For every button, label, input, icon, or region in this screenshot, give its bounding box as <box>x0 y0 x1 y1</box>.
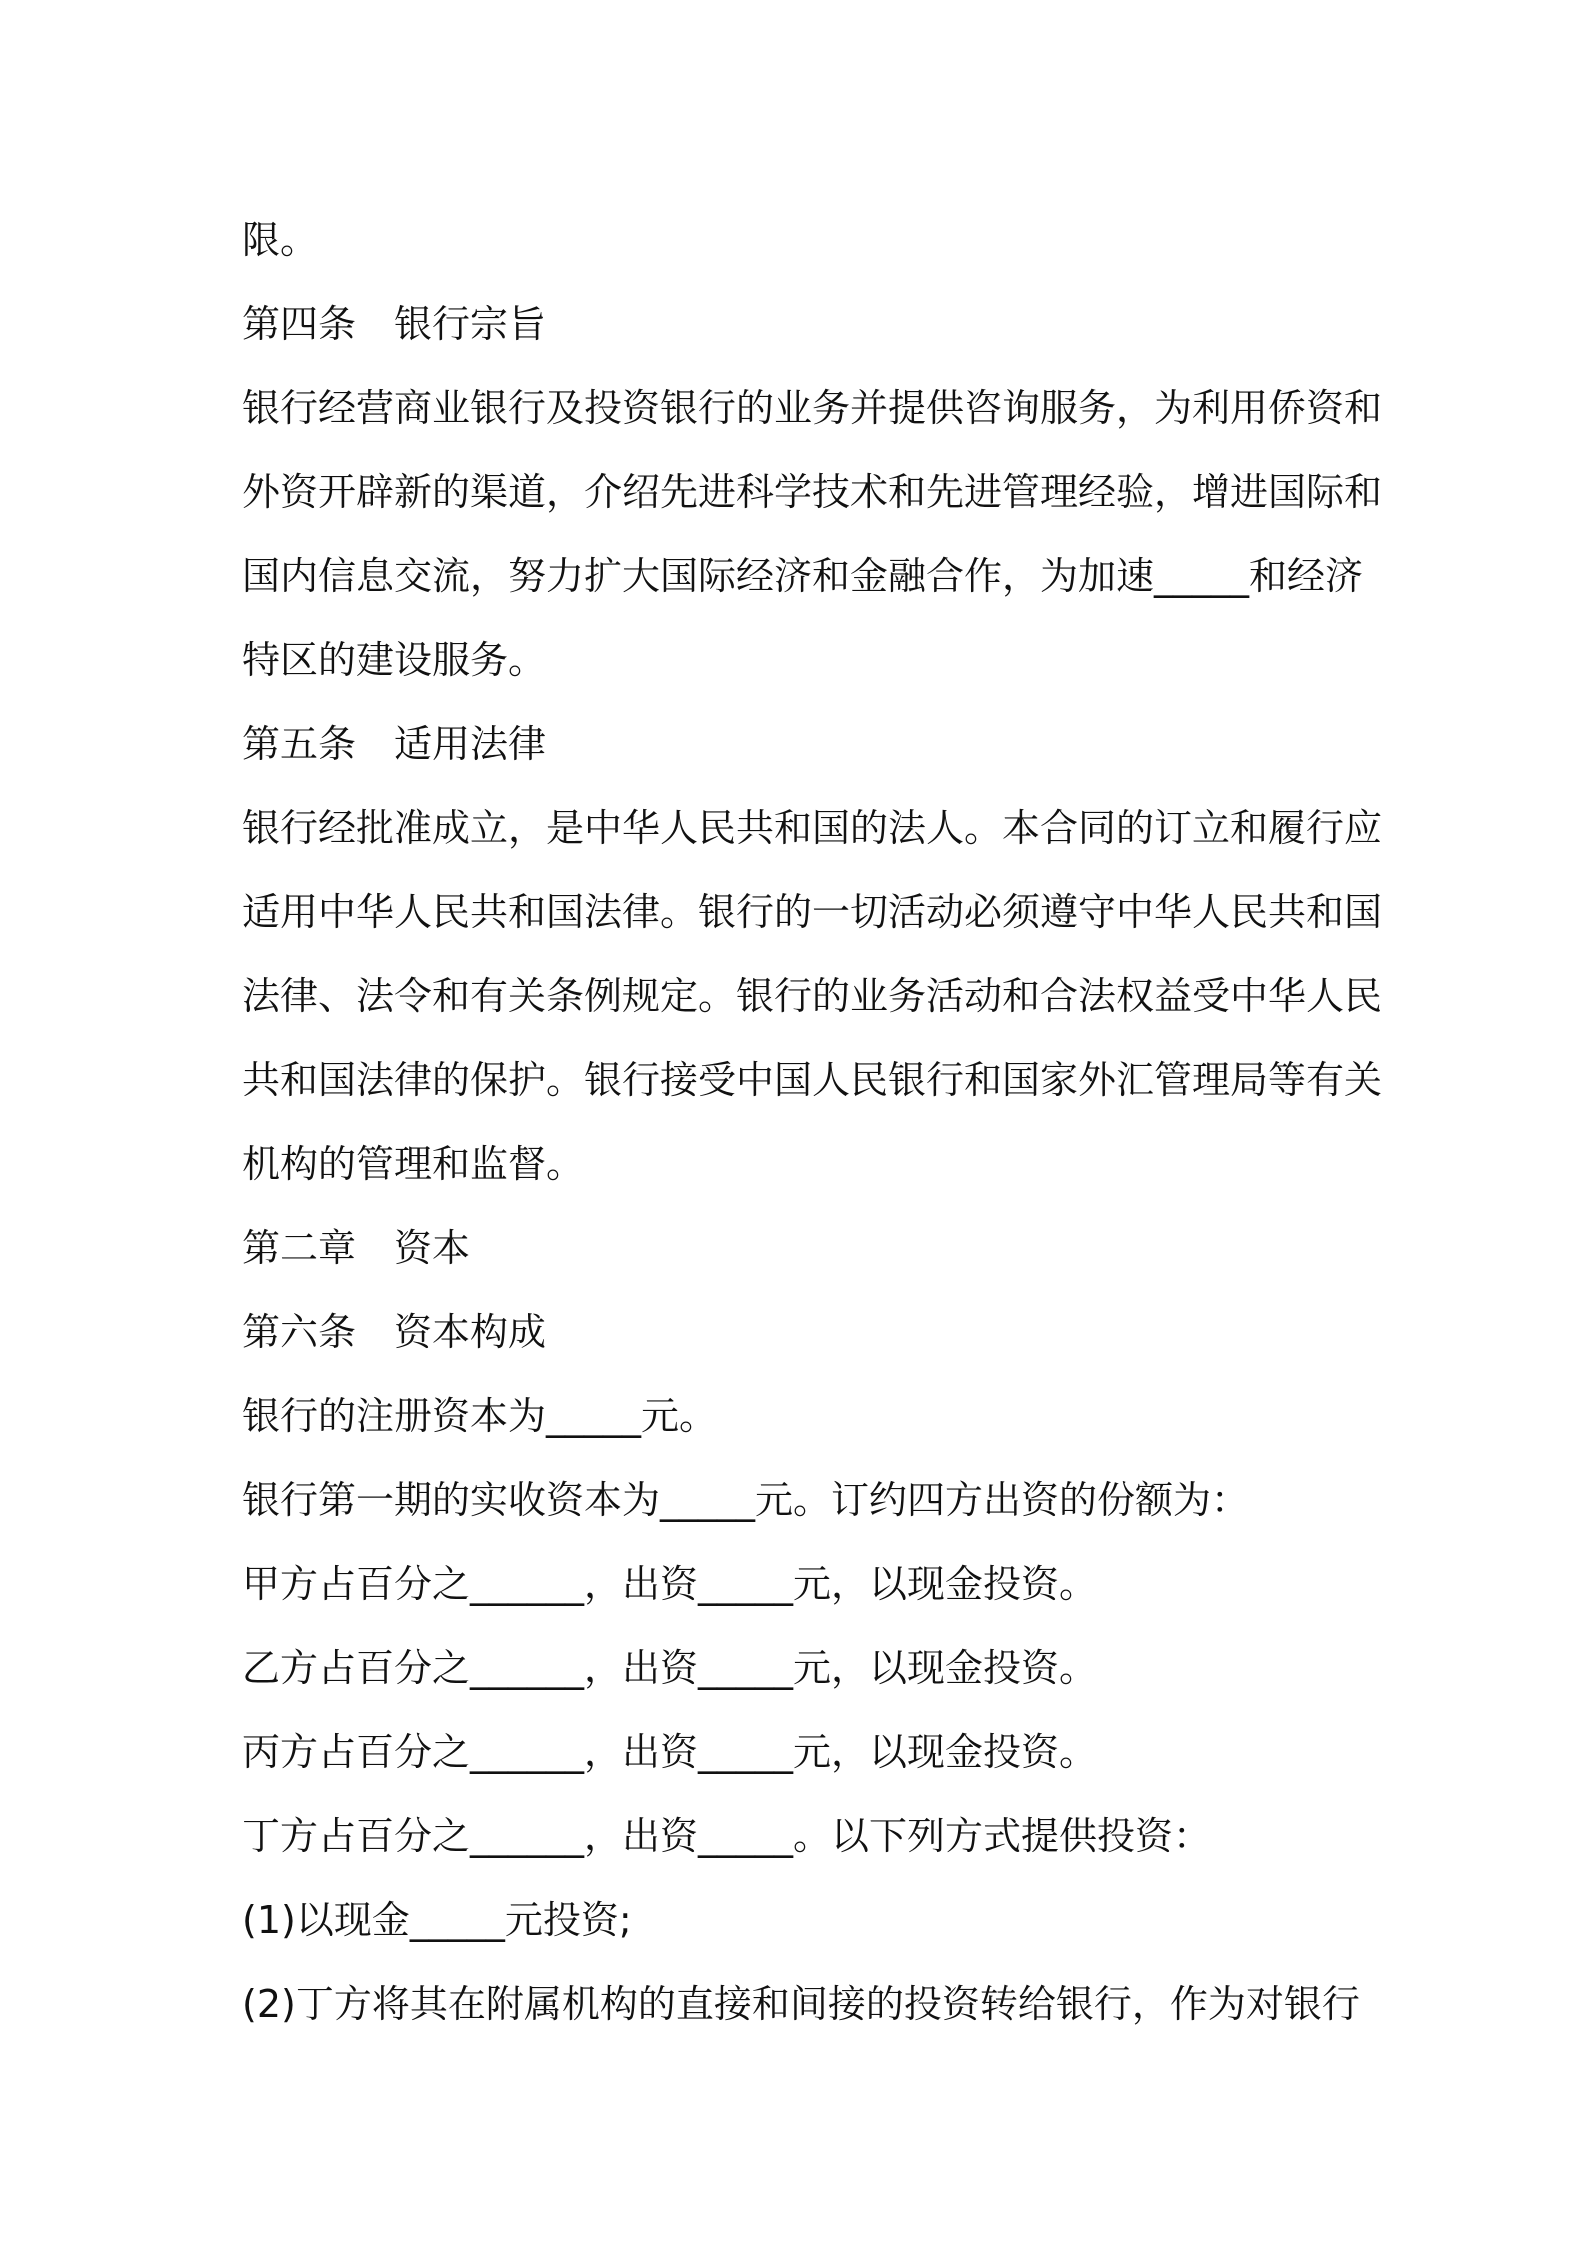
document-page <box>242 198 1383 2046</box>
text-line: (1)以现金_____元投资; <box>242 1898 632 1942</box>
text-line: 法律、法令和有关条例规定。银行的业务活动和合法权益受中华人民 <box>242 974 1383 1018</box>
text-line: 共和国法律的保护。银行接受中国人民银行和国家外汇管理局等有关 <box>242 1058 1383 1102</box>
text-line: 第二章 资本 <box>242 1226 471 1270</box>
text-line: 外资开辟新的渠道，介绍先进科学技术和先进管理经验，增进国际和 <box>242 470 1383 514</box>
text-line: 适用中华人民共和国法律。银行的一切活动必须遵守中华人民共和国 <box>242 890 1383 934</box>
text-line: 第五条 适用法律 <box>242 722 547 766</box>
text-line: 丙方占百分之______，出资_____元，以现金投资。 <box>242 1730 1098 1774</box>
text-line: (2)丁方将其在附属机构的直接和间接的投资转给银行，作为对银行 <box>242 1982 1360 2026</box>
text-line: 银行经营商业银行及投资银行的业务并提供咨询服务，为利用侨资和 <box>242 386 1383 430</box>
text-line: 银行的注册资本为_____元。 <box>242 1394 718 1438</box>
text-line: 国内信息交流，努力扩大国际经济和金融合作，为加速_____和经济 <box>242 554 1364 598</box>
text-line: 甲方占百分之______，出资_____元，以现金投资。 <box>242 1562 1098 1606</box>
text-line: 第四条 银行宗旨 <box>242 302 547 346</box>
text-line: 乙方占百分之______，出资_____元，以现金投资。 <box>242 1646 1098 1690</box>
text-line: 第六条 资本构成 <box>242 1310 547 1354</box>
text-line: 银行经批准成立，是中华人民共和国的法人。本合同的订立和履行应 <box>242 806 1383 850</box>
text-line: 银行第一期的实收资本为_____元。订约四方出资的份额为： <box>242 1478 1250 1522</box>
text-line: 机构的管理和监督。 <box>242 1142 585 1186</box>
text-line: 丁方占百分之______，出资_____。以下列方式提供投资： <box>242 1814 1212 1858</box>
text-line: 限。 <box>242 218 319 262</box>
text-line: 特区的建设服务。 <box>242 638 547 682</box>
